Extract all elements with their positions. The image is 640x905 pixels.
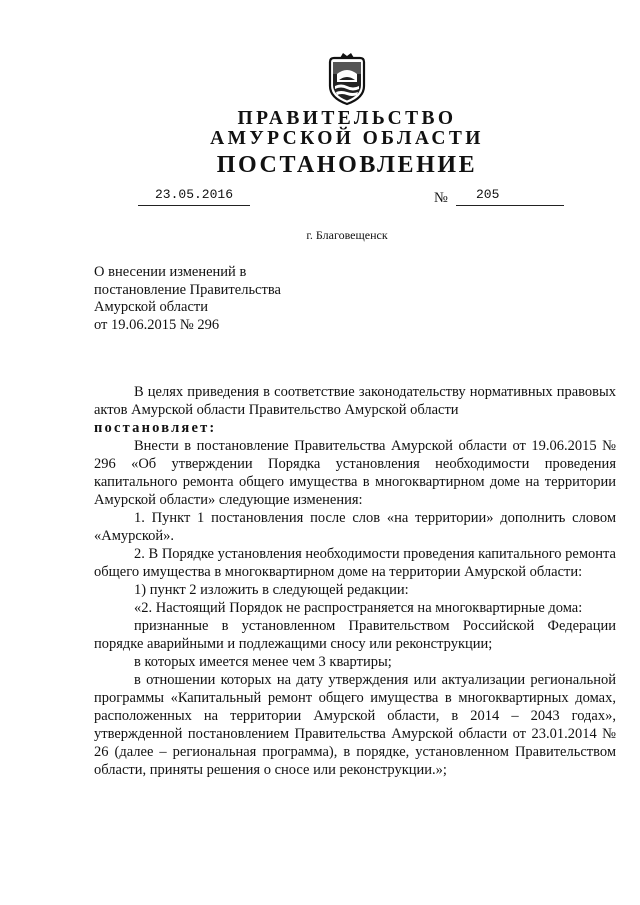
city-name: г. Благовещенск — [306, 228, 388, 242]
body-paragraph: в отношении которых на дату утверждения или актуализации региональной программы «Капитальный ремонт общего имущества в многоквартирных домах, расположенных на территории Амурской области, в 2014 – 2043 годах», утвержденной постановлением Правительства Амурской области от 23.01.2014 № 26 (далее – региональная программа), в порядке, установленном Правительством области, приняты решения о сносе или реконструкции.»; — [94, 672, 616, 778]
subject-line: от 19.06.2015 № 296 — [94, 316, 220, 333]
subject-line: О внесении изменений в — [94, 264, 247, 280]
coat-of-arms-icon — [326, 52, 368, 106]
body-paragraph: «2. Настоящий Порядок не распространяется на многоквартирные дома: — [134, 600, 583, 616]
subject-line: постановление Правительства — [94, 281, 281, 298]
subject-line: Амурской области — [94, 299, 208, 315]
body-paragraph: в которых имеется менее чем 3 квартиры; — [134, 654, 392, 670]
preamble-paragraph: В целях приведения в соответствие законодательству нормативных правовых актов Амурской области Правительство Амурской области — [94, 384, 616, 418]
body-paragraph: признанные в установленном Правительством Российской Федерации порядке аварийными и подлежащими сносу или реконструкции; — [94, 618, 616, 652]
document-type-title: ПОСТАНОВЛЕНИЕ — [216, 152, 478, 178]
resolves-word: постановляет: — [94, 420, 217, 436]
decree-body — [94, 383, 616, 779]
body-paragraph: 2. В Порядке установления необходимости проведения капитального ремонта общего имущества в многоквартирном доме на территории Амурской области: — [94, 546, 616, 580]
body-paragraph: 1. Пункт 1 постановления после слов «на территории» дополнить словом «Амурской». — [94, 510, 616, 544]
body-paragraph: 1) пункт 2 изложить в следующей редакции: — [134, 582, 409, 598]
decree-date: 23.05.2016 — [138, 187, 250, 206]
government-name-line2: АМУРСКОЙ ОБЛАСТИ — [210, 128, 484, 149]
decree-number: 205 — [456, 187, 564, 206]
decree-subject — [94, 264, 281, 334]
body-paragraph: Внести в постановление Правительства Амурской области от 19.06.2015 № 296 «Об утверждении Порядка установления необходимости проведения капитального ремонта общего имущества в многоквартирном доме на территории Амурской области» следующие изменения: — [94, 438, 616, 508]
resolves-line — [94, 419, 616, 437]
government-name-line1: ПРАВИТЕЛЬСТВО — [237, 108, 457, 129]
number-sign: № — [434, 190, 448, 206]
